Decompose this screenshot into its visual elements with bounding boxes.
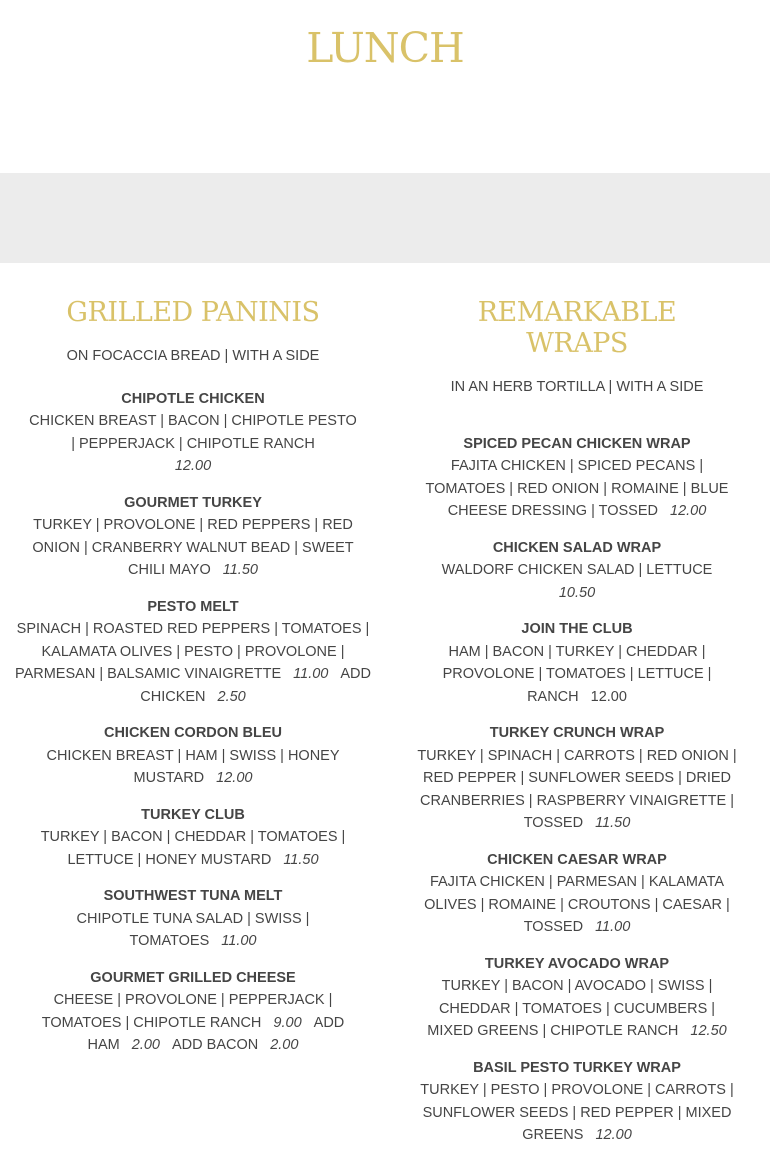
item-price: 9.00 (273, 1014, 302, 1031)
menu-item (412, 953, 742, 1043)
menu-item (28, 388, 358, 478)
item-price: 11.00 (293, 666, 329, 682)
item-name: SOUTHWEST TUNA MELT (103, 888, 283, 904)
add-on-price: 2.00 (270, 1037, 299, 1053)
item-name: GOURMET GRILLED CHEESE (90, 969, 296, 986)
item-name: GOURMET TURKEY (124, 494, 262, 511)
item-price: 12.00 (174, 458, 212, 474)
item-desc: HAM | BACON | TURKEY | CHEDDAR | PROVOLONE | TOMATOES | LETTUCE | RANCH 12.00 (442, 643, 712, 705)
item-price: 12.00 (670, 503, 707, 519)
item-name: JOIN THE CLUB (521, 621, 633, 637)
item-desc: TURKEY | BACON | CHEDDAR | TOMATOES | LETTUCE | HONEY MUSTARD 11.50 (40, 829, 346, 868)
item-name: PESTO MELT (147, 598, 239, 615)
item-price: 12.00 (216, 770, 253, 786)
menu-item (412, 722, 742, 835)
menu-item (28, 722, 358, 790)
item-desc: CHICKEN BREAST | BACON | CHIPOTLE PESTO | PEPPERJACK | CHIPOTLE RANCH 12.00 (29, 413, 357, 474)
item-desc: TURKEY | SPINACH | CARROTS | RED ONION | RED PEPPER | SUNFLOWER SEEDS | DRIED CRANBERRIES | RASPBERRY VINAIGRETTE | TOSSED 11.50 (417, 747, 737, 831)
item-price: 11.00 (595, 919, 631, 935)
menu-item (28, 804, 358, 872)
item-desc: CHIPOTLE TUNA SALAD | SWISS | TOMATOES 11.00 (76, 910, 310, 949)
item-name: CHICKEN CORDON BLEU (103, 725, 283, 741)
item-price: 12.00 (595, 1127, 632, 1143)
add-on-label: ADD BACON (172, 1037, 259, 1053)
page-title: LUNCH (306, 24, 464, 72)
item-desc: FAJITA CHICKEN | SPICED PECANS | TOMATOES | RED ONION | ROMAINE | BLUE CHEESE DRESSING | TOSSED 12.00 (425, 458, 729, 519)
item-name: SPICED PECAN CHICKEN WRAP (463, 435, 691, 452)
menu-item (412, 1057, 742, 1147)
menu-item (28, 492, 358, 582)
item-name: TURKEY CRUNCH WRAP (489, 725, 665, 741)
item-price: 11.50 (283, 851, 319, 868)
item-desc: CHEESE | PROVOLONE | PEPPERJACK | TOMATOES | CHIPOTLE RANCH 9.00 ADD HAM 2.00 ADD BACON 2.00 (41, 992, 345, 1053)
item-desc: SPINACH | ROASTED RED PEPPERS | TOMATOES | KALAMATA OLIVES | PESTO | PROVOLONE | PARMESAN | BALSAMIC VINAIGRETTE 11.00 ADD CHICKEN 2.50 (14, 621, 371, 705)
item-name: BASIL PESTO TURKEY WRAP (473, 1059, 681, 1076)
menu-item (28, 967, 358, 1057)
item-price: 12.00 (590, 688, 627, 705)
item-price: 11.50 (595, 815, 631, 831)
item-name: TURKEY CLUB (141, 806, 245, 823)
menu-item (412, 849, 742, 939)
item-desc: FAJITA CHICKEN | PARMESAN | KALAMATA OLIVES | ROMAINE | CROUTONS | CAESAR | TOSSED 11.00 (424, 874, 730, 935)
item-name: CHICKEN CAESAR WRAP (487, 851, 667, 868)
paninis-section (14, 297, 371, 1071)
item-desc: TURKEY | PROVOLONE | RED PEPPERS | RED ONION | CRANBERRY WALNUT BEAD | SWEET CHILI MAYO 11.50 (32, 517, 354, 578)
item-name: CHICKEN SALAD WRAP (492, 539, 662, 556)
item-desc: CHICKEN BREAST | HAM | SWISS | HONEY MUSTARD 12.00 (46, 747, 340, 786)
item-name: TURKEY AVOCADO WRAP (484, 955, 670, 972)
item-price: 11.00 (221, 933, 257, 949)
add-on-price: 2.50 (217, 688, 246, 705)
item-desc: TURKEY | BACON | AVOCADO | SWISS | CHEDDAR | TOMATOES | CUCUMBERS | MIXED GREENS | CHIPOTLE RANCH 12.50 (427, 978, 727, 1039)
item-name: CHIPOTLE CHICKEN (121, 390, 265, 407)
menu-item (28, 885, 358, 953)
menu-item (412, 433, 742, 523)
section-subtitle: ON FOCACCIA BREAD | WITH A SIDE (66, 348, 320, 364)
item-price: 11.50 (222, 562, 258, 578)
header-band (0, 173, 770, 263)
add-on-label: ADD HAM (87, 1014, 345, 1053)
item-desc: TURKEY | PESTO | PROVOLONE | CARROTS | SUNFLOWER SEEDS | RED PEPPER | MIXED GREENS 12.00 (420, 1082, 734, 1143)
item-price: 12.50 (690, 1023, 727, 1039)
item-desc: WALDORF CHICKEN SALAD | LETTUCE 10.50 (441, 562, 713, 601)
add-on-price: 2.00 (131, 1037, 160, 1053)
wraps-section (412, 297, 742, 1161)
section-title: GRILLED PANINIS (66, 297, 320, 328)
menu-item (14, 596, 371, 709)
section-title: REMARKABLE WRAPS (477, 297, 677, 359)
menu-item (412, 618, 742, 708)
add-on-label: ADD CHICKEN (140, 666, 371, 705)
menu-item (412, 537, 742, 605)
item-price: 10.50 (558, 584, 596, 601)
section-subtitle: IN AN HERB TORTILLA | WITH A SIDE (450, 379, 704, 395)
